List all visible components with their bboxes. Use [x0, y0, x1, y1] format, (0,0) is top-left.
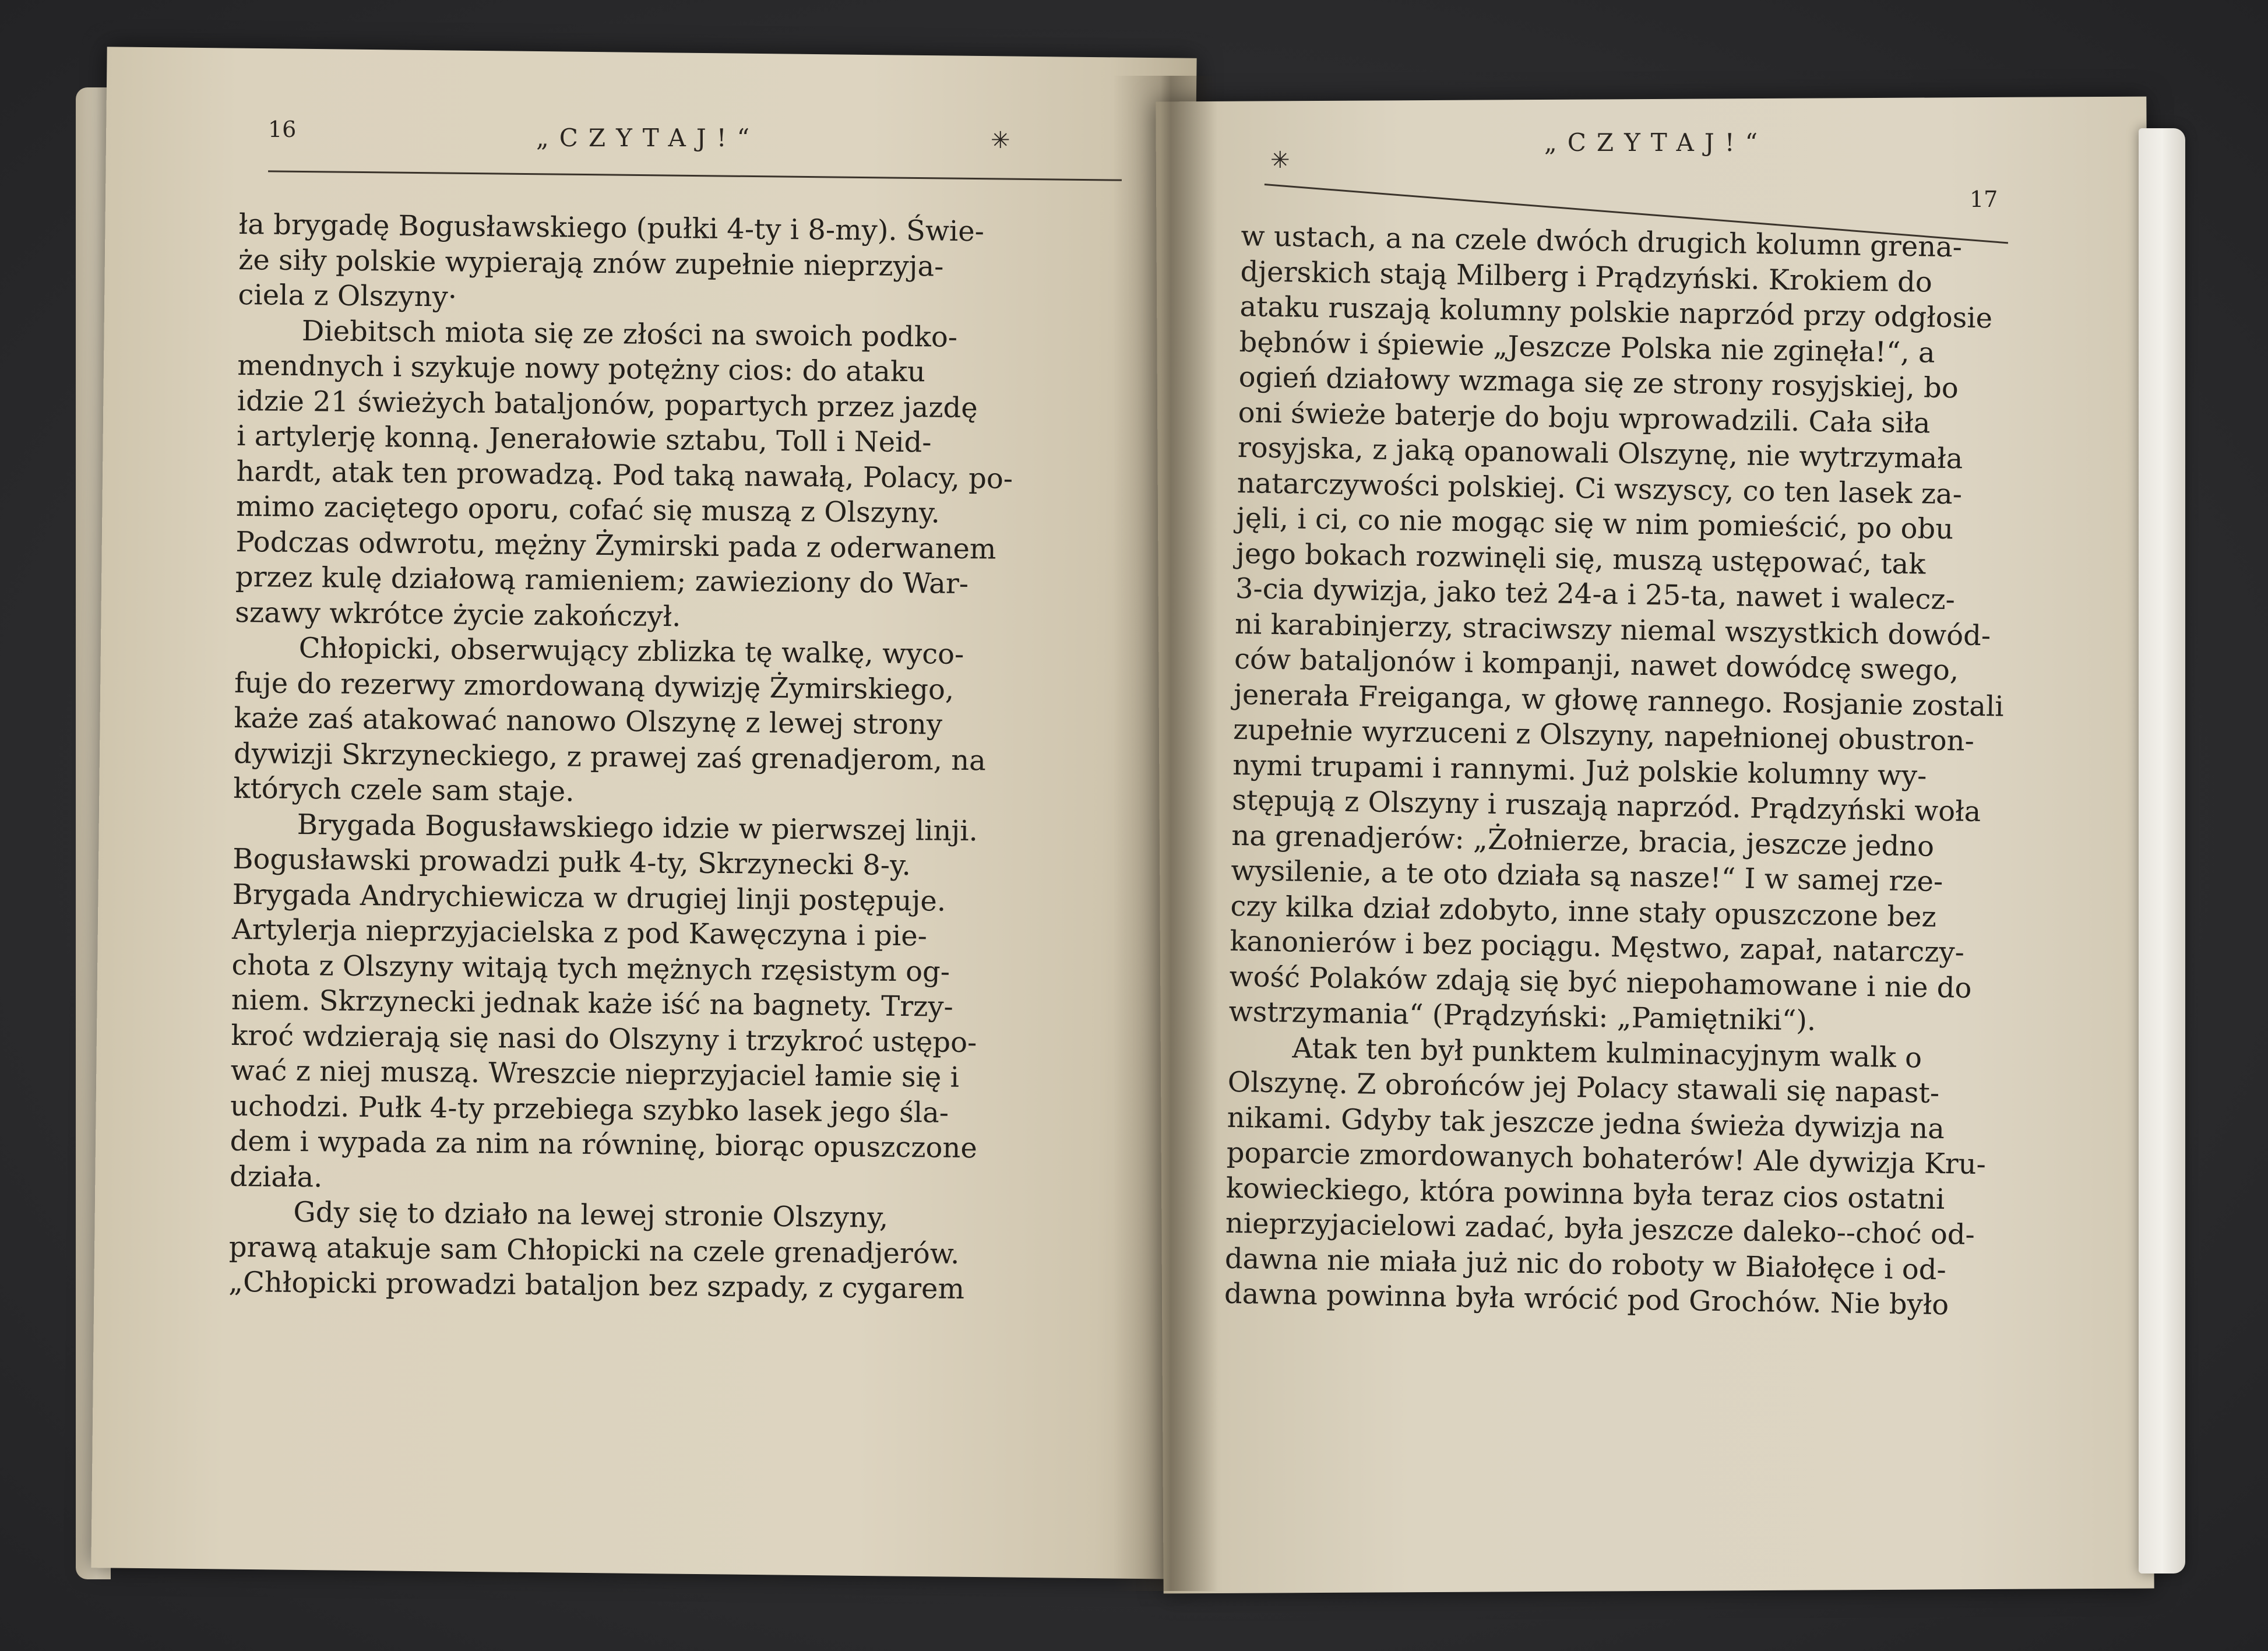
text-line: jego bokach rozwinęli się, muszą ustępować, tak [1235, 537, 1926, 581]
text-line: dywizji Skrzyneckiego, z prawej zaś grenadjerom, na [233, 737, 987, 777]
text-line: oni świeże baterje do boju wprowadzili. Cała siła [1238, 396, 1931, 440]
text-line: nieprzyjacielowi zadać, była jeszcze daleko--choć od- [1225, 1206, 1975, 1251]
text-line: Podczas odwrotu, mężny Żymirski pada z oderwanem [235, 525, 996, 565]
right-header-ornament: ✳ [1270, 147, 1290, 174]
text-line: ła brygadę Bogusławskiego (pułki 4-ty i 8-my). Świe- [238, 207, 985, 248]
text-line: ców bataljonów i kompanji, nawet dowódcę swego, [1234, 642, 1959, 687]
text-line: natarczywości polskiej. Ci wszyscy, co ten lasek za- [1237, 466, 1963, 511]
text-line: idzie 21 świeżych bataljonów, popartych przez jazdę [237, 384, 978, 424]
text-line: „Chłopicki prowadzi bataljon bez szpady, z cygarem [228, 1265, 965, 1306]
text-line: Olszynę. Z obrońców jej Polacy stawali się napast- [1227, 1065, 1940, 1110]
text-line: fuje do rezerwy zmordowaną dywizję Żymirskiego, [234, 666, 955, 706]
text-line: każe zaś atakować nanowo Olszynę z lewej strony [234, 701, 943, 741]
text-line: działa. [229, 1160, 323, 1194]
text-line: djerskich stają Milberg i Prądzyński. Krokiem do [1240, 255, 1933, 299]
text-line: ataku ruszają kolumny polskie naprzód przy odgłosie [1239, 290, 1993, 335]
text-line: dem i wypada za nim na równinę, biorąc opuszczone [230, 1124, 978, 1165]
text-line: Atak ten był punktem kulminacyjnym walk o [1292, 1032, 1922, 1075]
text-line: Brygada Bogusławskiego idzie w pierwszej linji. [297, 808, 978, 847]
text-line: mendnych i szykuje nowy potężny cios: do ataku [237, 348, 926, 389]
text-line: mimo zaciętego oporu, cofać się muszą z Olszyny. [235, 490, 941, 530]
text-line: wstrzymania“ (Prądzyński: „Pamiętniki“). [1228, 995, 1816, 1037]
text-line: Chłopicki, obserwujący zblizka tę walkę, wyco- [298, 632, 964, 671]
text-line: zupełnie wyrzuceni z Olszyny, napełnionej obustron- [1232, 713, 1975, 758]
text-line: poparcie zmordowanych bohaterów! Ale dywizja Kru- [1226, 1136, 1987, 1181]
right-header-title: „CZYTAJ!“ [1544, 128, 1769, 157]
text-line: chota z Olszyny witają tych mężnych rzęsistym og- [231, 948, 950, 988]
text-line: kanonierów i bez pociągu. Męstwo, zapał, natarczy- [1230, 924, 1965, 969]
text-line: prawą atakuje sam Chłopicki na czele grenadjerów. [228, 1230, 960, 1270]
text-line: hardt, atak ten prowadzą. Pod taką nawałą, Polacy, po- [236, 455, 1013, 495]
text-line: wość Polaków zdają się być niepohamowane i nie do [1229, 960, 1972, 1005]
text-line: uchodzi. Pułk 4-ty przebiega szybko lasek jego śla- [230, 1089, 949, 1129]
text-line: ni karabinjerzy, straciwszy niemal wszystkich dowód- [1234, 607, 1991, 652]
text-line: ciela z Olszyny· [238, 278, 457, 314]
text-line: stępują z Olszyny i ruszają naprzód. Prądzyński woła [1231, 783, 1981, 829]
text-line: Diebitsch miota się ze złości na swoich podko- [301, 314, 958, 354]
text-line: dawna powinna była wrócić pod Grochów. Nie było [1224, 1277, 1949, 1322]
text-line: dawna nie miała już nic do roboty w Białołęce i od- [1224, 1242, 1947, 1286]
left-page-text [228, 207, 1037, 1308]
right-page-stack-edge [2139, 128, 2185, 1573]
left-header-title: „CZYTAJ!“ [536, 124, 760, 152]
text-line: nymi trupami i rannymi. Już polskie kolumny wy- [1232, 748, 1927, 793]
right-page-number: 17 [1970, 186, 1998, 212]
text-line: i artylerję konną. Jenerałowie sztabu, Toll i Neid- [236, 419, 932, 459]
text-line: czy kilka dział zdobyto, inne stały opuszczone bez [1230, 889, 1937, 934]
text-line: jęli, i ci, co nie mogąc się w nim pomieścić, po obu [1236, 501, 1954, 546]
text-line: których czele sam staje. [233, 772, 575, 808]
text-line: Gdy się to działo na lewej stronie Olszyny, [293, 1195, 889, 1234]
left-page-number: 16 [268, 117, 297, 142]
text-line: Artylerja nieprzyjacielska z pod Kawęczyna i pie- [231, 913, 928, 953]
text-line: Bogusławski prowadzi pułk 4-ty, Skrzynecki 8-y. [232, 842, 911, 882]
text-line: wysilenie, a te oto działa są nasze!“ I w samej rze- [1230, 854, 1943, 899]
left-header-ornament: ✳ [991, 127, 1010, 154]
text-line: wać z niej muszą. Wreszcie nieprzyjaciel łamie się i [230, 1054, 960, 1094]
text-line: szawy wkrótce życie zakończył. [235, 596, 681, 633]
text-line: jenerała Freiganga, w głowę rannego. Rosjanie zostali [1233, 678, 2005, 723]
text-line: ogień działowy wzmaga się ze strony rosyjskiej, bo [1238, 360, 1959, 405]
text-line: przez kulę działową ramieniem; zawieziony do War- [235, 560, 969, 601]
text-line: na grenadjerów: „Żołnierze, bracia, jeszcze jedno [1231, 819, 1935, 863]
text-line: 3-cia dywizja, jako też 24-a i 25-ta, nawet i walecz- [1235, 572, 1956, 617]
text-line: kowieckiego, która powinna była teraz cios ostatni [1225, 1171, 1945, 1216]
right-page-text [1224, 219, 2010, 1323]
text-line: że siły polskie wypierają znów zupełnie nieprzyja- [238, 243, 944, 283]
text-line: nikami. Gdyby tak jeszcze jedna świeża dywizja na [1227, 1101, 1945, 1145]
text-line: rosyjska, z jaką opanowali Olszynę, nie wytrzymała [1237, 431, 1963, 476]
text-line: niem. Skrzynecki jednak każe iść na bagnety. Trzy- [231, 983, 954, 1023]
text-line: bębnów i śpiewie „Jeszcze Polska nie zginęła!“, a [1239, 325, 1936, 369]
text-line: w ustach, a na czele dwóch drugich kolumn grena- [1241, 219, 1963, 264]
text-line: Brygada Andrychiewicza w drugiej linji postępuje. [232, 878, 946, 918]
text-line: kroć wdzierają się nasi do Olszyny i trzykroć ustępo- [231, 1019, 977, 1059]
